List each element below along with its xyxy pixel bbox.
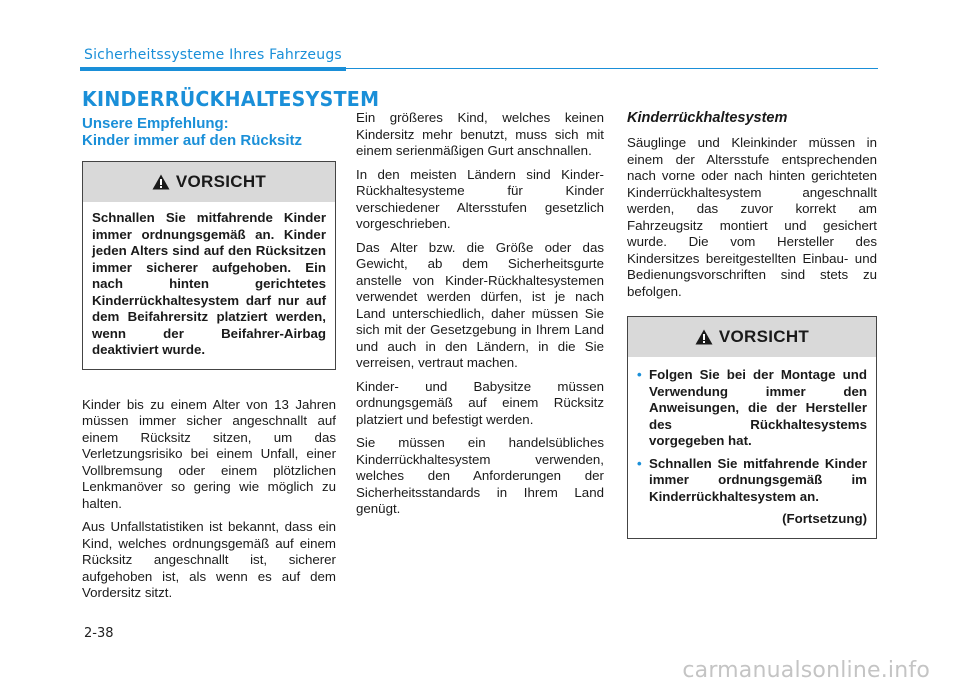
section-header: Sicherheitssysteme Ihres Fahrzeugs [84,47,342,63]
watermark: carmanualsonline.info [682,658,930,683]
paragraph: Aus Unfallstatistiken ist bekannt, dass ein Kind, welches ordnungsgemäß auf einem Rücksitz angeschnallt ist, sicherer aufgehoben ist, als wenn es auf dem Vordersitz sitzt. [82,519,336,600]
right-column [627,110,877,539]
page-number: 2-38 [84,626,114,641]
header-rule-thin [346,68,878,69]
paragraph: In den meisten Ländern sind Kinder-Rückhaltesysteme für Kinder verschiedener Altersstufen gesetzlich vorgeschrieben. [356,166,604,231]
caution-body [628,357,876,538]
bullet-icon: • [637,455,642,471]
caution-header [83,162,335,202]
header-rule-thick [80,67,346,71]
caution-box-left [82,161,336,370]
bullet-icon: • [637,367,642,382]
caution-label: VORSICHT [175,171,267,191]
paragraph: Säuglinge und Kleinkinder müssen in einem der Altersstufe entsprechenden nach vorne oder nach hinten gerichteten Kinderrückhaltesystem angeschnallt werden, das zuvor korrekt am Fahrzeugsitz montiert und gesichert wurde. Die vom Hersteller des Kindersitzes bereitgestellten Einbau- und Bedienungsvorschriften sind stets zu befolgen. [627,135,877,299]
paragraph: Kinder- und Babysitze müssen ordnungsgemäß auf einem Rücksitz platziert und befestigt werden. [356,378,604,427]
continued-label: (Fortsetzung) [782,511,867,526]
paragraph: Kinder bis zu einem Alter von 13 Jahren müssen immer sicher angeschnallt auf einem Rücksitz sitzen, um das Verletzungsrisiko bei einem Unfall, einer Vollbremsung oder einem plötzlichen Lenkmanöver so gering wie möglich zu halten. [82,396,336,511]
caution-bullet [637,456,867,506]
section-heading: Kinderrückhaltesystem [627,110,788,126]
paragraph: Das Alter bzw. die Größe oder das Gewicht, ab dem Sicherheitsgurte anstelle von Kinder-Rückhaltesystemen verwendet werden dürfen, ist je nach Land unterschiedlich, daher müssen Sie sich mit der Gesetzgebung in Ihrem Land und auch in den Ländern, in die Sie verreisen, vertraut machen. [356,239,604,370]
caution-text: Schnallen Sie mitfahrende Kinder immer ordnungsgemäß an. Kinder jeden Alters sind auf den Rücksitzen immer sicherer aufgehoben. Ein nach hinten gerichtetes Kinderrückhaltesystem darf nur auf dem Beifahrersitz platziert werden, wenn der Beifahrer-Airbag deaktiviert wurde. [92,210,326,357]
middle-column [356,110,604,525]
caution-bullet-text: Folgen Sie bei der Montage und Verwendung immer den Anweisungen, die der Hersteller des Rückhaltesystems vorgegeben hat. [649,367,867,448]
warning-triangle-icon [695,329,713,345]
paragraph: Sie müssen ein handelsübliches Kinderrückhaltesystem verwenden, welches den Anforderungen der Sicherheitsstandards in Ihrem Land genügt. [356,435,604,516]
left-column [82,115,336,609]
caution-label: VORSICHT [718,326,810,346]
caution-box-right [627,316,877,539]
subheading-line2: Kinder immer auf den Rücksitz [82,132,303,149]
paragraph: Ein größeres Kind, welches keinen Kindersitz mehr benutzt, muss sich mit einem serienmäßigen Gurt anschnallen. [356,110,604,158]
caution-bullet-text: Schnallen Sie mitfahrende Kinder immer ordnungsgemäß im Kinderrückhaltesystem an. [649,455,867,504]
caution-bullet [637,367,867,450]
caution-header [628,317,876,357]
warning-triangle-icon [152,174,170,190]
subheading-line1: Unsere Empfehlung: [82,115,229,132]
page-title: KINDERRÜCKHALTESYSTEM [82,87,380,111]
